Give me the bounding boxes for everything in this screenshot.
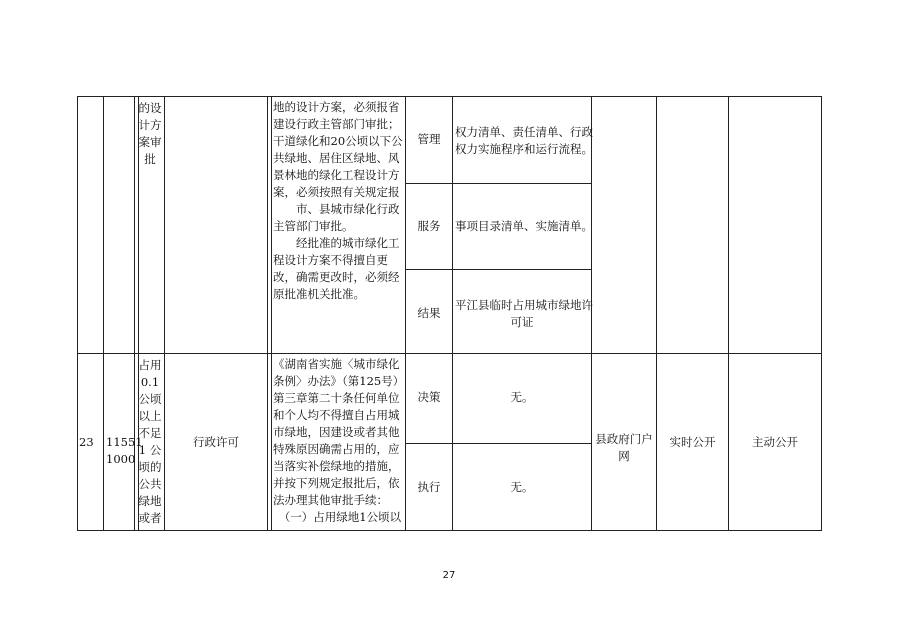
basis-line: （一）占用绿地1公顷以 bbox=[273, 510, 402, 524]
stage-content: 无。 bbox=[510, 390, 534, 404]
col-line-10 bbox=[821, 96, 822, 530]
table-bottom-border bbox=[77, 530, 822, 531]
channel-line: 网 bbox=[618, 449, 630, 463]
stage-label: 服务 bbox=[417, 219, 441, 233]
basis-line: 地的设计方案，必须报省 bbox=[273, 100, 400, 114]
item-name-line: 或者 bbox=[138, 511, 162, 525]
item-name-line: 计方 bbox=[138, 118, 162, 132]
item-name-line: 以上 bbox=[138, 409, 162, 423]
basis-line: 干道绿化和20公顷以下公 bbox=[273, 134, 403, 148]
basis-line: 景林地的绿化工程设计方 bbox=[273, 168, 400, 182]
basis-line: 法办理其他审批手续： bbox=[273, 493, 388, 507]
basis-line: 特殊原因确需占用的，应 bbox=[273, 442, 400, 456]
col-line-6 bbox=[452, 96, 453, 530]
col-line-1 bbox=[103, 96, 104, 530]
stage-content-line: 权力实施程序和运行流程。 bbox=[455, 142, 593, 156]
basis-line: 经批准的城市绿化工 bbox=[273, 236, 400, 250]
basis-line: 共绿地、居住区绿地、风 bbox=[273, 151, 400, 165]
stage-divider-2 bbox=[405, 269, 591, 270]
category-cell: 行政许可 bbox=[193, 435, 239, 449]
item-name-line: 占用 bbox=[138, 358, 162, 372]
item-name-line: 的设 bbox=[138, 101, 162, 115]
item-name-line: 案审 bbox=[138, 135, 162, 149]
basis-line: 改，确需更改时，必须经 bbox=[273, 270, 400, 284]
item-name-line: 公共 bbox=[138, 477, 162, 491]
stage-divider-3 bbox=[405, 443, 591, 444]
col-line-4 bbox=[267, 96, 272, 530]
basis-line: 原批准机关批准。 bbox=[273, 287, 365, 301]
basis-line: 案，必须按照有关规定报 bbox=[273, 185, 400, 199]
basis-line: 主管部门审批。 bbox=[273, 219, 354, 233]
code-line: 1000 bbox=[106, 452, 136, 466]
code-line: 11551 bbox=[106, 435, 143, 449]
stage-content-line: 权力清单、责任清单、行政 bbox=[455, 125, 593, 139]
item-name-line: 0.1 bbox=[140, 375, 160, 389]
seq-number: 23 bbox=[79, 435, 94, 449]
item-name-line: 顷的 bbox=[138, 460, 162, 474]
basis-line: 市绿地，因建设或者其他 bbox=[273, 425, 400, 439]
basis-line: 《湖南省实施〈城市绿化 bbox=[273, 357, 400, 371]
stage-label: 管理 bbox=[417, 132, 441, 146]
stage-content-line: 平江县临时占用城市绿地许 bbox=[455, 298, 593, 312]
stage-label: 决策 bbox=[417, 390, 441, 404]
method-cell: 主动公开 bbox=[752, 435, 798, 449]
table-top-border bbox=[77, 96, 822, 97]
basis-line: 建设行政主管部门审批； bbox=[273, 117, 400, 131]
stage-content: 无。 bbox=[510, 480, 534, 494]
basis-line: 并按下列规定报批后，依 bbox=[273, 476, 400, 490]
row-divider-22-23 bbox=[77, 353, 822, 354]
basis-line: 第三章第二十条任何单位 bbox=[273, 391, 400, 405]
timing-cell: 实时公开 bbox=[669, 435, 716, 449]
item-name-line: 1 公 bbox=[138, 443, 162, 457]
stage-divider-1 bbox=[405, 183, 591, 184]
channel-line: 县政府门户 bbox=[595, 432, 653, 446]
col-line-9 bbox=[728, 96, 729, 530]
item-name-line: 公顷 bbox=[138, 392, 162, 406]
stage-content-line: 事项目录清单、实施清单。 bbox=[455, 219, 593, 233]
item-name-line: 绿地 bbox=[138, 494, 162, 508]
stage-content-line: 可证 bbox=[510, 315, 534, 329]
stage-label: 执行 bbox=[417, 480, 441, 494]
stage-label: 结果 bbox=[417, 306, 441, 320]
basis-line: 条例〉办法》（第125号） bbox=[273, 374, 405, 388]
col-line-0 bbox=[77, 96, 78, 530]
basis-line: 当落实补偿绿地的措施， bbox=[273, 459, 400, 473]
basis-line: 程设计方案不得擅自更 bbox=[273, 253, 388, 267]
basis-line: 市、县城市绿化行政 bbox=[273, 202, 400, 216]
item-name-line: 不足 bbox=[138, 426, 162, 440]
page-number: 27 bbox=[442, 570, 456, 581]
col-line-8 bbox=[656, 96, 657, 530]
item-name-line: 批 bbox=[144, 152, 156, 166]
basis-line: 和个人均不得擅自占用城 bbox=[273, 408, 400, 422]
